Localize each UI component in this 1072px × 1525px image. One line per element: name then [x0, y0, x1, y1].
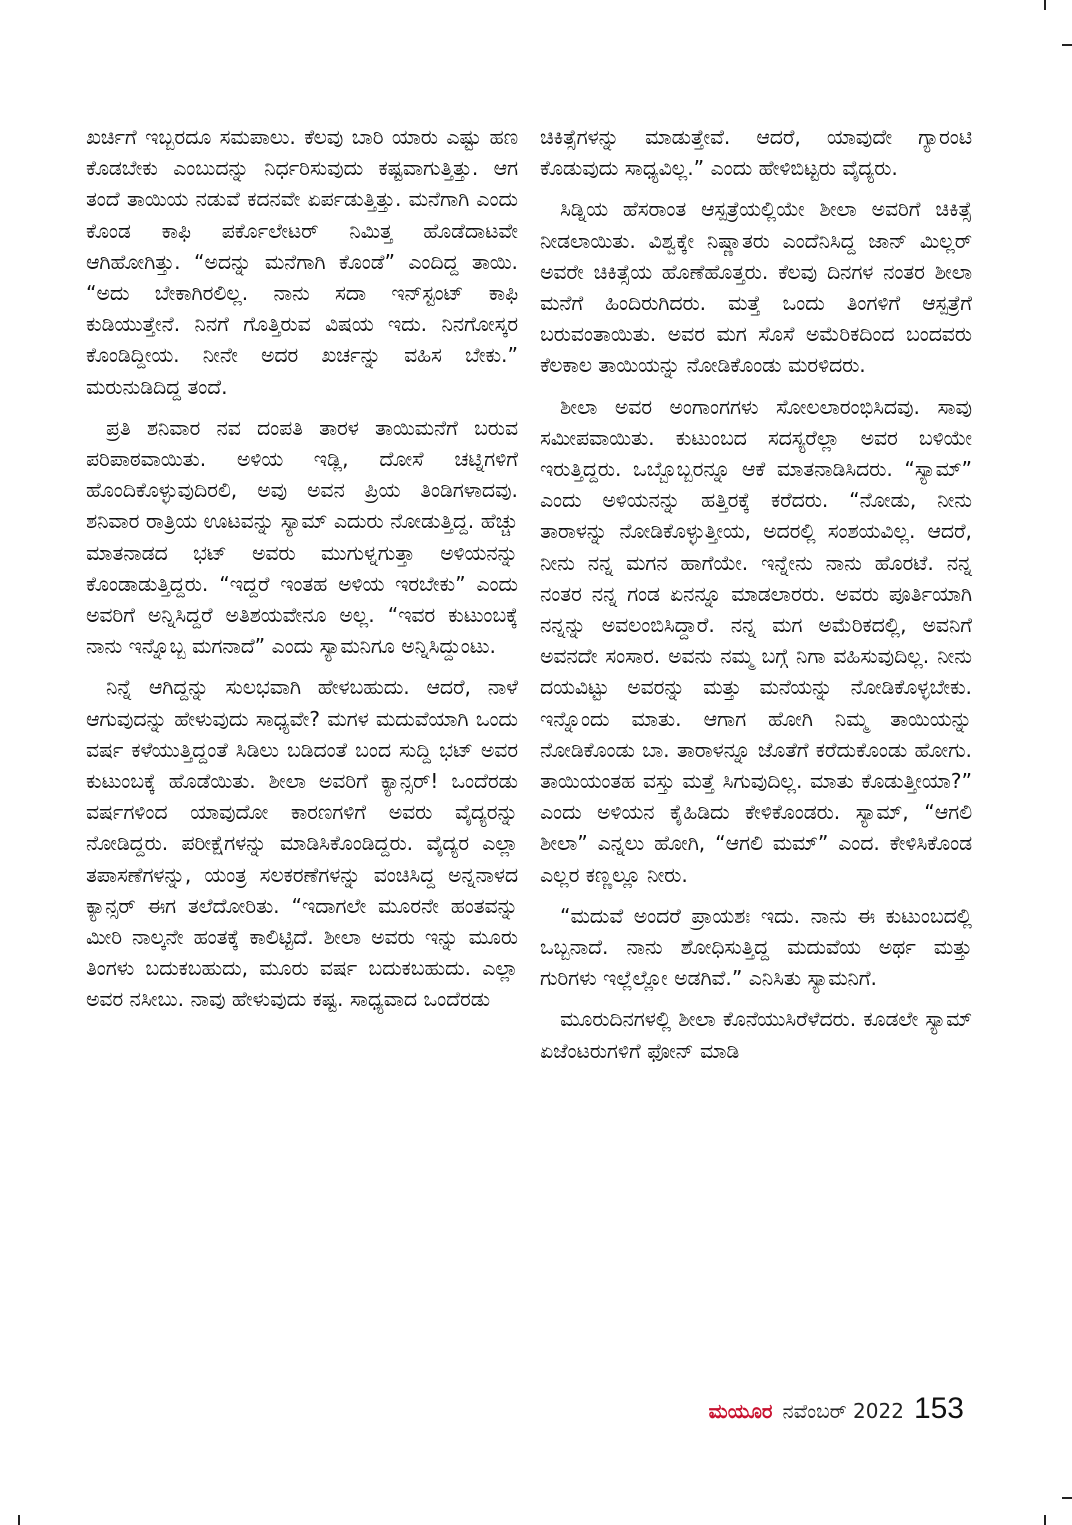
- article-paragraph: ಚಿಕಿತ್ಸೆಗಳನ್ನು ಮಾಡುತ್ತೇವೆ. ಆದರೆ, ಯಾವುದೇ ಗ್ಯಾರಂಟಿ ಕೊಡುವುದು ಸಾಧ್ಯವಿಲ್ಲ.” ಎಂದು ಹೇಳಿಬಿಟ್ಟರು ವೈದ್ಯರು.: [540, 125, 972, 181]
- article-paragraph: ಸಿಡ್ನಿಯ ಹೆಸರಾಂತ ಆಸ್ಪತ್ರೆಯಲ್ಲಿಯೇ ಶೀಲಾ ಅವರಿಗೆ ಚಿಕಿತ್ಸೆ ನೀಡಲಾಯಿತು. ವಿಶ್ವಕ್ಕೇ ನಿಷ್ಣಾತರು ಎಂದೆನಿಸಿದ್ದ ಜಾನ್ ಮಿಲ್ಲರ್ ಅವರೇ ಚಿಕಿತ್ಸೆಯ ಹೊಣೆಹೊತ್ತರು. ಕೆಲವು ದಿನಗಳ ನಂತರ ಶೀಲಾ ಮನೆಗೆ ಹಿಂದಿರುಗಿದರು. ಮತ್ತೆ ಒಂದು ತಿಂಗಳಿಗೆ ಆಸ್ಪತ್ರೆಗೆ ಬರುವಂತಾಯಿತು. ಅವರ ಮಗ ಸೊಸೆ ಅಮೆರಿಕದಿಂದ ಬಂದವರು ಕೆಲಕಾಲ ತಾಯಿಯನ್ನು ನೋಡಿಕೊಂಡು ಮರಳಿದರು.: [540, 197, 972, 378]
- article-left-column: [86, 122, 518, 1016]
- article-paragraph: ಪ್ರತಿ ಶನಿವಾರ ನವ ದಂಪತಿ ತಾರಳ ತಾಯಿಮನೆಗೆ ಬರುವ ಪರಿಪಾಠವಾಯಿತು. ಅಳಿಯ ಇಡ್ಲಿ, ದೋಸೆ ಚಟ್ನಿಗಳಿಗೆ ಹೊಂದಿಕೊಳ್ಳುವುದಿರಲಿ, ಅವು ಅವನ ಪ್ರಿಯ ತಿಂಡಿಗಳಾದವು. ಶನಿವಾರ ರಾತ್ರಿಯ ಊಟವನ್ನು ಸ್ಯಾಮ್ ಎದುರು ನೋಡುತ್ತಿದ್ದ. ಹೆಚ್ಚು ಮಾತನಾಡದ ಭಟ್ ಅವರು ಮುಗುಳ್ನಗುತ್ತಾ ಅಳಿಯನನ್ನು ಕೊಂಡಾಡುತ್ತಿದ್ದರು. “ಇದ್ದರೆ ಇಂತಹ ಅಳಿಯ ಇರಬೇಕು” ಎಂದು ಅವರಿಗೆ ಅನ್ನಿಸಿದ್ದರೆ ಅತಿಶಯವೇನೂ ಅಲ್ಲ. “ಇವರ ಕುಟುಂಬಕ್ಕೆ ನಾನು ಇನ್ನೊಬ್ಬ ಮಗನಾದೆ” ಎಂದು ಸ್ಯಾಮನಿಗೂ ಅನ್ನಿಸಿದ್ದುಂಟು.: [86, 415, 518, 659]
- page-number: 153: [913, 1392, 964, 1425]
- article-paragraph: ಖರ್ಚಿಗೆ ಇಬ್ಬರದೂ ಸಮಪಾಲು. ಕೆಲವು ಬಾರಿ ಯಾರು ಎಷ್ಟು ಹಣ ಕೊಡಬೇಕು ಎಂಬುದನ್ನು ನಿರ್ಧರಿಸುವುದು ಕಷ್ಟವಾಗುತ್ತಿತ್ತು. ಆಗ ತಂದೆ ತಾಯಿಯ ನಡುವೆ ಕದನವೇ ಏರ್ಪಡುತ್ತಿತ್ತು. ಮನೆಗಾಗಿ ಎಂದು ಕೊಂಡ ಕಾಫಿ ಪರ್ಕೊಲೇಟರ್ ನಿಮಿತ್ತ ಹೊಡೆದಾಟವೇ ಆಗಿಹೋಗಿತ್ತು. “ಅದನ್ನು ಮನೆಗಾಗಿ ಕೊಂಡೆ” ಎಂದಿದ್ದ ತಾಯಿ. “ಅದು ಬೇಕಾಗಿರಲಿಲ್ಲ. ನಾನು ಸದಾ ಇನ್‌ಸ್ಟಂಟ್ ಕಾಫಿ ಕುಡಿಯುತ್ತೇನೆ. ನಿನಗೆ ಗೊತ್ತಿರುವ ವಿಷಯ ಇದು. ನಿನಗೋಸ್ಕರ ಕೊಂಡಿದ್ದೀಯ. ನೀನೇ ಅದರ ಖರ್ಚನ್ನು ವಹಿಸ ಬೇಕು.” ಮರುನುಡಿದಿದ್ದ ತಂದೆ.: [86, 125, 518, 399]
- crop-mark-top-right: [1044, 0, 1046, 10]
- crop-mark-bottom-left: [18, 1515, 20, 1525]
- crop-mark-bottom-right: [1044, 1515, 1046, 1525]
- article-right-column: [540, 122, 972, 1067]
- issue-date: ನವೆಂಬರ್ 2022: [782, 1399, 904, 1423]
- crop-mark-right-lower: [1062, 1497, 1072, 1499]
- article-paragraph: ಮೂರುದಿನಗಳಲ್ಲಿ ಶೀಲಾ ಕೊನೆಯುಸಿರೆಳೆದರು. ಕೂಡಲೇ ಸ್ಯಾಮ್ ಏಜೆಂಟರುಗಳಿಗೆ ಫೋನ್ ಮಾಡಿ: [540, 1007, 972, 1063]
- article-paragraph: “ಮದುವೆ ಅಂದರೆ ಪ್ರಾಯಶಃ ಇದು. ನಾನು ಈ ಕುಟುಂಬದಲ್ಲಿ ಒಬ್ಬನಾದೆ. ನಾನು ಶೋಧಿಸುತ್ತಿದ್ದ ಮದುವೆಯ ಅರ್ಥ ಮತ್ತು ಗುರಿಗಳು ಇಲ್ಲೆಲ್ಲೋ ಅಡಗಿವೆ.” ಎನಿಸಿತು ಸ್ಯಾಮನಿಗೆ.: [540, 903, 972, 991]
- article-paragraph: ಶೀಲಾ ಅವರ ಅಂಗಾಂಗಗಳು ಸೋಲಲಾರಂಭಿಸಿದವು. ಸಾವು ಸಮೀಪವಾಯಿತು. ಕುಟುಂಬದ ಸದಸ್ಯರೆಲ್ಲಾ ಅವರ ಬಳಿಯೇ ಇರುತ್ತಿದ್ದರು. ಒಬ್ಬೊಬ್ಬರನ್ನೂ ಆಕೆ ಮಾತನಾಡಿಸಿದರು. “ಸ್ಯಾಮ್” ಎಂದು ಅಳಿಯನನ್ನು ಹತ್ತಿರಕ್ಕೆ ಕರೆದರು. “ನೋಡು, ನೀನು ತಾರಾಳನ್ನು ನೋಡಿಕೊಳ್ಳುತ್ತೀಯ, ಅದರಲ್ಲಿ ಸಂಶಯವಿಲ್ಲ. ಆದರೆ, ನೀನು ನನ್ನ ಮಗನ ಹಾಗೆಯೇ. ಇನ್ನೇನು ನಾನು ಹೊರಟೆ. ನನ್ನ ನಂತರ ನನ್ನ ಗಂಡ ಏನನ್ನೂ ಮಾಡಲಾರರು. ಅವರು ಪೂರ್ತಿಯಾಗಿ ನನ್ನನ್ನು ಅವಲಂಬಿಸಿದ್ದಾರೆ. ನನ್ನ ಮಗ ಅಮೆರಿಕದಲ್ಲಿ, ಅವನಿಗೆ ಅವನದೇ ಸಂಸಾರ. ಅವನು ನಮ್ಮ ಬಗ್ಗೆ ನಿಗಾ ವಹಿಸುವುದಿಲ್ಲ. ನೀನು ದಯವಿಟ್ಟು ಅವರನ್ನು ಮತ್ತು ಮನೆಯನ್ನು ನೋಡಿಕೊಳ್ಳಬೇಕು. ಇನ್ನೊಂದು ಮಾತು. ಆಗಾಗ ಹೋಗಿ ನಿಮ್ಮ ತಾಯಿಯನ್ನು ನೋಡಿಕೊಂಡು ಬಾ. ತಾರಾಳನ್ನೂ ಜೊತೆಗೆ ಕರೆದುಕೊಂಡು ಹೋಗು. ತಾಯಿಯಂತಹ ವಸ್ತು ಮತ್ತೆ ಸಿಗುವುದಿಲ್ಲ. ಮಾತು ಕೊಡುತ್ತೀಯಾ?” ಎಂದು ಅಳಿಯನ ಕೈಹಿಡಿದು ಕೇಳಿಕೊಂಡರು. ಸ್ಯಾಮ್, “ಆಗಲಿ ಶೀಲಾ” ಎನ್ನಲು ಹೋಗಿ, “ಆಗಲಿ ಮಮ್” ಎಂದ. ಕೇಳಿಸಿಕೊಂಡ ಎಲ್ಲರ ಕಣ್ಣಲ್ಲೂ ನೀರು.: [540, 394, 972, 887]
- magazine-logo: ಮಯೂರ: [708, 1399, 773, 1423]
- page-footer: [709, 1392, 964, 1426]
- article-paragraph: ನಿನ್ನೆ ಆಗಿದ್ದನ್ನು ಸುಲಭವಾಗಿ ಹೇಳಬಹುದು. ಆದರೆ, ನಾಳೆ ಆಗುವುದನ್ನು ಹೇಳುವುದು ಸಾಧ್ಯವೇ? ಮಗಳ ಮದುವೆಯಾಗಿ ಒಂದು ವರ್ಷ ಕಳೆಯುತ್ತಿದ್ದಂತೆ ಸಿಡಿಲು ಬಡಿದಂತೆ ಬಂದ ಸುದ್ದಿ ಭಟ್ ಅವರ ಕುಟುಂಬಕ್ಕೆ ಹೊಡೆಯಿತು. ಶೀಲಾ ಅವರಿಗೆ ಕ್ಯಾನ್ಸರ್! ಒಂದೆರಡು ವರ್ಷಗಳಿಂದ ಯಾವುದೋ ಕಾರಣಗಳಿಗೆ ಅವರು ವೈದ್ಯರನ್ನು ನೋಡಿದ್ದರು. ಪರೀಕ್ಷೆಗಳನ್ನು ಮಾಡಿಸಿಕೊಂಡಿದ್ದರು. ವೈದ್ಯರ ಎಲ್ಲಾ ತಪಾಸಣೆಗಳನ್ನು, ಯಂತ್ರ ಸಲಕರಣೆಗಳನ್ನು ವಂಚಿಸಿದ್ದ ಅನ್ನನಾಳದ ಕ್ಯಾನ್ಸರ್ ಈಗ ತಲೆದೋರಿತು. “ಇದಾಗಲೇ ಮೂರನೇ ಹಂತವನ್ನು ಮೀರಿ ನಾಲ್ಕನೇ ಹಂತಕ್ಕೆ ಕಾಲಿಟ್ಟಿದೆ. ಶೀಲಾ ಅವರು ಇನ್ನು ಮೂರು ತಿಂಗಳು ಬದುಕಬಹುದು, ಮೂರು ವರ್ಷ ಬದುಕಬಹುದು. ಎಲ್ಲಾ ಅವರ ನಸೀಬು. ನಾವು ಹೇಳುವುದು ಕಷ್ಟ. ಸಾಧ್ಯವಾದ ಒಂದೆರಡು: [86, 675, 518, 1012]
- crop-mark-right-upper: [1062, 44, 1072, 46]
